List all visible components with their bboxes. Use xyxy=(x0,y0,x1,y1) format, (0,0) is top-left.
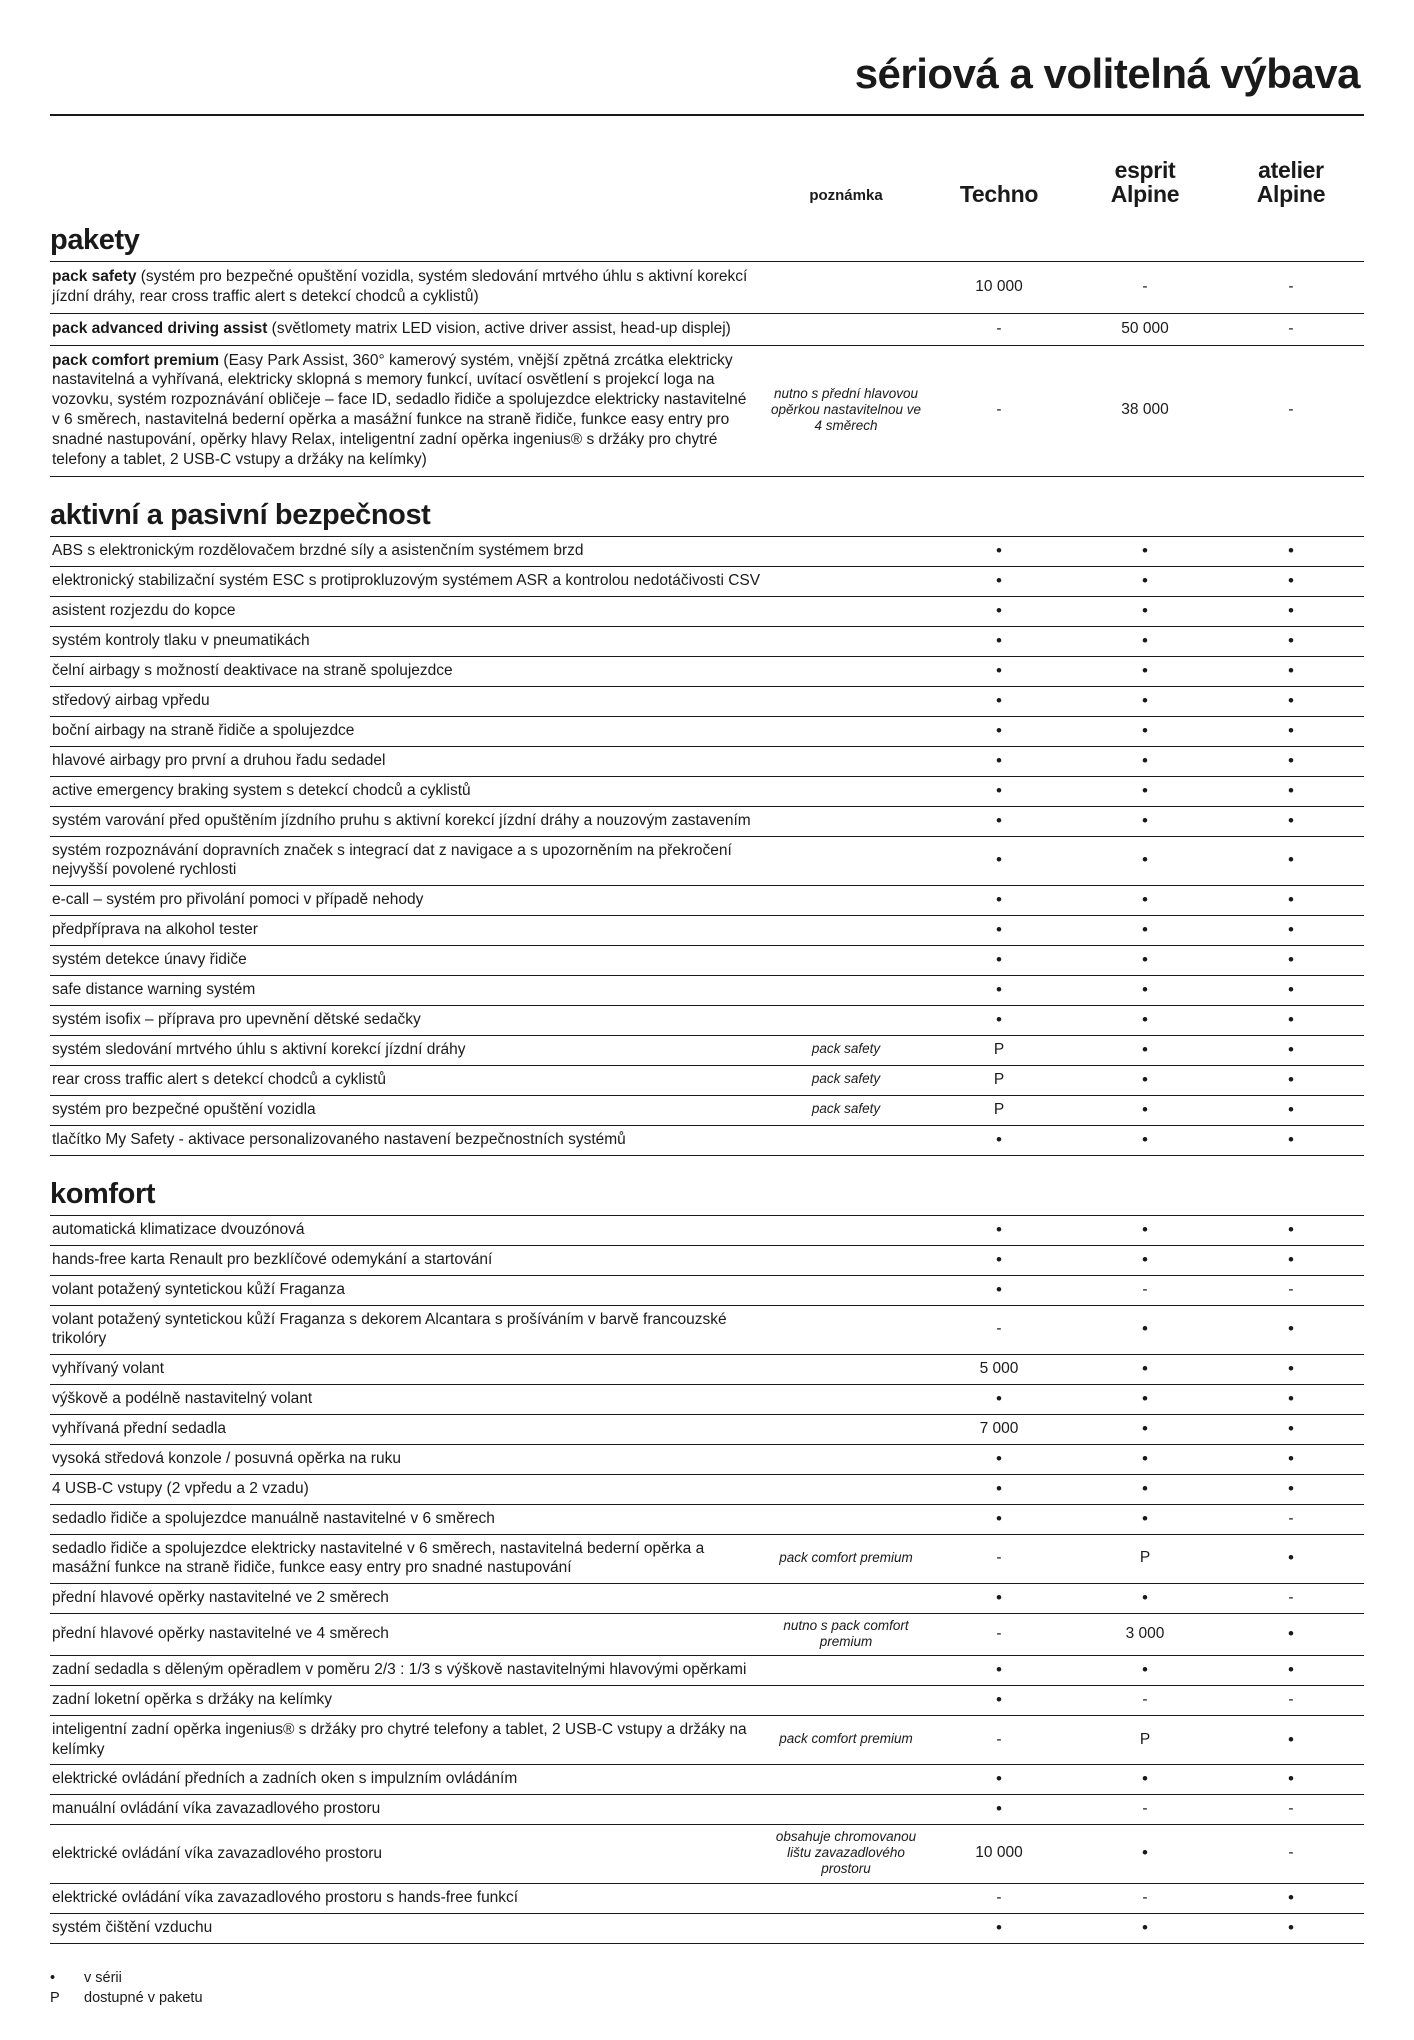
feature-label: systém čištění vzduchu xyxy=(50,1913,766,1943)
value-cell-atelier: • xyxy=(1218,626,1364,656)
table-row xyxy=(50,536,1364,566)
value-cell-techno: • xyxy=(926,836,1072,885)
value-cell-esprit: • xyxy=(1072,776,1218,806)
value-cell-techno: • xyxy=(926,1583,1072,1613)
value-cell-esprit: - xyxy=(1072,1275,1218,1305)
note-cell xyxy=(766,1005,926,1035)
table-row xyxy=(50,1384,1364,1414)
table-row xyxy=(50,1305,1364,1354)
table-row xyxy=(50,776,1364,806)
table-row xyxy=(50,686,1364,716)
value-cell-esprit: • xyxy=(1072,1583,1218,1613)
feature-label xyxy=(50,262,766,314)
section-title: pakety xyxy=(50,224,140,257)
title-divider xyxy=(50,114,1364,116)
feature-label: ABS s elektronickým rozdělovačem brzdné síly a asistenčním systémem brzd xyxy=(50,536,766,566)
column-header-techno xyxy=(926,180,1072,207)
value-cell-atelier: - xyxy=(1218,345,1364,476)
value-cell-techno: • xyxy=(926,1765,1072,1795)
value-cell-techno: • xyxy=(926,1795,1072,1825)
value-cell-esprit: • xyxy=(1072,1005,1218,1035)
feature-name-bold: pack safety xyxy=(52,268,137,286)
note-cell xyxy=(766,776,926,806)
section-title: aktivní a pasivní bezpečnost xyxy=(50,498,431,531)
feature-label: systém detekce únavy řidiče xyxy=(50,945,766,975)
value-cell-techno: • xyxy=(926,1913,1072,1943)
value-cell-atelier: - xyxy=(1218,1504,1364,1534)
value-cell-atelier: - xyxy=(1218,1686,1364,1716)
note-cell xyxy=(766,1795,926,1825)
table-row xyxy=(50,746,1364,776)
feature-label: vyhřívaný volant xyxy=(50,1354,766,1384)
value-cell-techno: • xyxy=(926,1275,1072,1305)
value-cell-atelier: • xyxy=(1218,945,1364,975)
note-cell xyxy=(766,885,926,915)
feature-name-bold: pack advanced driving assist xyxy=(52,319,268,337)
feature-label: elektrické ovládání víka zavazadlového prostoru s hands-free funkcí xyxy=(50,1883,766,1913)
feature-label: systém pro bezpečné opuštění vozidla xyxy=(50,1095,766,1125)
note-cell xyxy=(766,1384,926,1414)
value-cell-techno: • xyxy=(926,1444,1072,1474)
value-cell-esprit: - xyxy=(1072,1883,1218,1913)
value-cell-techno: - xyxy=(926,1613,1072,1655)
value-cell-atelier: - xyxy=(1218,1583,1364,1613)
table-row xyxy=(50,1504,1364,1534)
note-cell xyxy=(766,1583,926,1613)
value-cell-atelier: • xyxy=(1218,1883,1364,1913)
value-cell-techno: • xyxy=(926,1125,1072,1155)
note-cell: pack safety xyxy=(766,1035,926,1065)
table-row xyxy=(50,1215,1364,1245)
column-header-row xyxy=(50,150,1364,206)
note-cell: pack comfort premium xyxy=(766,1534,926,1583)
table-row xyxy=(50,1474,1364,1504)
value-cell-atelier: • xyxy=(1218,746,1364,776)
value-cell-atelier: • xyxy=(1218,1613,1364,1655)
feature-label: systém rozpoznávání dopravních značek s integrací dat z navigace a s upozorněním na překročení nejvyšší povolené rychlosti xyxy=(50,836,766,885)
table-row xyxy=(50,1414,1364,1444)
value-cell-atelier: • xyxy=(1218,885,1364,915)
column-header-esprit-line1: esprit xyxy=(1114,157,1176,184)
feature-label: automatická klimatizace dvouzónová xyxy=(50,1215,766,1245)
note-cell xyxy=(766,1656,926,1686)
value-cell-esprit: • xyxy=(1072,716,1218,746)
value-cell-esprit: • xyxy=(1072,1125,1218,1155)
legend-text: dostupné v paketu xyxy=(84,1989,203,2006)
table-row xyxy=(50,806,1364,836)
value-cell-esprit: • xyxy=(1072,1095,1218,1125)
value-cell-esprit: • xyxy=(1072,746,1218,776)
value-cell-esprit: • xyxy=(1072,1504,1218,1534)
value-cell-techno: • xyxy=(926,746,1072,776)
feature-label: systém kontroly tlaku v pneumatikách xyxy=(50,626,766,656)
table-row xyxy=(50,262,1364,314)
value-cell-esprit: • xyxy=(1072,1354,1218,1384)
value-cell-esprit: 50 000 xyxy=(1072,313,1218,345)
feature-label: sedadlo řidiče a spolujezdce manuálně nastavitelné v 6 směrech xyxy=(50,1504,766,1534)
value-cell-techno: • xyxy=(926,1215,1072,1245)
value-cell-atelier: - xyxy=(1218,262,1364,314)
value-cell-esprit: • xyxy=(1072,686,1218,716)
table-row xyxy=(50,1354,1364,1384)
table-row xyxy=(50,1913,1364,1943)
feature-label: boční airbagy na straně řidiče a spolujezdce xyxy=(50,716,766,746)
feature-name-bold: pack comfort premium xyxy=(52,351,220,369)
column-header-techno-label: Techno xyxy=(959,180,1039,207)
table-row xyxy=(50,1765,1364,1795)
table-row xyxy=(50,885,1364,915)
value-cell-atelier: • xyxy=(1218,1215,1364,1245)
spec-table xyxy=(50,1215,1364,1944)
note-cell xyxy=(766,1913,926,1943)
feature-label: systém sledování mrtvého úhlu s aktivní korekcí jízdní dráhy xyxy=(50,1035,766,1065)
value-cell-atelier: • xyxy=(1218,1384,1364,1414)
value-cell-techno: • xyxy=(926,536,1072,566)
table-row xyxy=(50,975,1364,1005)
feature-label: sedadlo řidiče a spolujezdce elektricky nastavitelné v 6 směrech, nastavitelná bederní opěrka a masážní funkce na straně řidiče, funkce easy entry pro snadné nastupování xyxy=(50,1534,766,1583)
note-cell xyxy=(766,1444,926,1474)
value-cell-esprit: • xyxy=(1072,1825,1218,1884)
feature-label: zadní loketní opěrka s držáky na kelímky xyxy=(50,1686,766,1716)
value-cell-techno: • xyxy=(926,566,1072,596)
legend-symbol: P xyxy=(50,1989,60,2006)
value-cell-esprit: - xyxy=(1072,1795,1218,1825)
value-cell-techno: - xyxy=(926,345,1072,476)
value-cell-atelier: • xyxy=(1218,1354,1364,1384)
note-cell xyxy=(766,716,926,746)
feature-label: elektrické ovládání předních a zadních oken s impulzním ovládáním xyxy=(50,1765,766,1795)
note-cell: pack safety xyxy=(766,1065,926,1095)
note-cell xyxy=(766,1245,926,1275)
value-cell-esprit: • xyxy=(1072,1765,1218,1795)
value-cell-atelier: • xyxy=(1218,1414,1364,1444)
value-cell-techno: • xyxy=(926,626,1072,656)
value-cell-techno: - xyxy=(926,1716,1072,1765)
note-cell: pack safety xyxy=(766,1095,926,1125)
feature-description: (Easy Park Assist, 360° kamerový systém, vnější zpětná zrcátka elektricky nastavitelná a vyhřívaná, elektricky sklopná s memory funkcí, uvítací osvětlení s projekcí loga na vozovku, systém rozpoznávání obličeje – face ID, sedadlo řidiče a spolujezdce elektricky nastavitelné v 6 směrech, nastavitelná bederní opěrka a masážní funkce na straně řidiče, funkce easy entry pro snadné nastupování, opěrky hlavy Relax, inteligentní zadní opěrka ingenius® s držáky pro chytré telefony a tablet, 2 USB-C vstupy a držáky na kelímky) xyxy=(52,351,747,468)
value-cell-techno: 10 000 xyxy=(926,1825,1072,1884)
table-row xyxy=(50,1534,1364,1583)
value-cell-atelier: • xyxy=(1218,1245,1364,1275)
feature-label: čelní airbagy s možností deaktivace na straně spolujezdce xyxy=(50,656,766,686)
table-row xyxy=(50,716,1364,746)
value-cell-techno: • xyxy=(926,1384,1072,1414)
note-cell xyxy=(766,945,926,975)
value-cell-esprit: • xyxy=(1072,1913,1218,1943)
note-cell xyxy=(766,536,926,566)
feature-label: asistent rozjezdu do kopce xyxy=(50,596,766,626)
value-cell-esprit: - xyxy=(1072,262,1218,314)
value-cell-techno: • xyxy=(926,656,1072,686)
value-cell-techno: • xyxy=(926,915,1072,945)
value-cell-esprit: • xyxy=(1072,536,1218,566)
column-header-esprit-alpine xyxy=(1072,159,1218,206)
value-cell-techno: • xyxy=(926,945,1072,975)
note-cell xyxy=(766,1686,926,1716)
value-cell-techno: - xyxy=(926,1883,1072,1913)
value-cell-esprit: - xyxy=(1072,1686,1218,1716)
note-cell xyxy=(766,1125,926,1155)
note-cell xyxy=(766,262,926,314)
table-row xyxy=(50,1795,1364,1825)
value-cell-atelier: - xyxy=(1218,1825,1364,1884)
value-cell-atelier: • xyxy=(1218,596,1364,626)
value-cell-esprit: • xyxy=(1072,1035,1218,1065)
table-row xyxy=(50,1065,1364,1095)
feature-label: inteligentní zadní opěrka ingenius® s držáky pro chytré telefony a tablet, 2 USB-C vstupy a držáky na kelímky xyxy=(50,1716,766,1765)
value-cell-esprit: P xyxy=(1072,1716,1218,1765)
feature-label: přední hlavové opěrky nastavitelné ve 4 směrech xyxy=(50,1613,766,1655)
table-row xyxy=(50,626,1364,656)
note-cell xyxy=(766,1414,926,1444)
value-cell-atelier: • xyxy=(1218,656,1364,686)
value-cell-atelier: • xyxy=(1218,536,1364,566)
note-cell: obsahuje chromovanou lištu zavazadlového prostoru xyxy=(766,1825,926,1884)
value-cell-esprit: • xyxy=(1072,945,1218,975)
table-row xyxy=(50,656,1364,686)
legend xyxy=(50,1970,1364,2006)
table-row xyxy=(50,1275,1364,1305)
value-cell-atelier: • xyxy=(1218,1125,1364,1155)
note-cell xyxy=(766,566,926,596)
feature-label: safe distance warning systém xyxy=(50,975,766,1005)
value-cell-techno: - xyxy=(926,1534,1072,1583)
table-row xyxy=(50,1656,1364,1686)
value-cell-atelier: - xyxy=(1218,1795,1364,1825)
value-cell-techno: • xyxy=(926,1656,1072,1686)
value-cell-esprit: 38 000 xyxy=(1072,345,1218,476)
value-cell-techno: • xyxy=(926,1474,1072,1504)
table-row xyxy=(50,945,1364,975)
table-row xyxy=(50,1245,1364,1275)
feature-label: manuální ovládání víka zavazadlového prostoru xyxy=(50,1795,766,1825)
column-header-atelier-alpine xyxy=(1218,159,1364,206)
feature-description: (systém pro bezpečné opuštění vozidla, systém sledování mrtvého úhlu s aktivní korekcí jízdní dráhy, rear cross traffic alert s detekcí chodců a cyklistů) xyxy=(52,268,748,305)
value-cell-esprit: • xyxy=(1072,806,1218,836)
column-header-note: poznámka xyxy=(809,187,883,205)
feature-label: zadní sedadla s děleným opěradlem v poměru 2/3 : 1/3 s výškově nastavitelnými hlavovými opěrkami xyxy=(50,1656,766,1686)
value-cell-techno: • xyxy=(926,596,1072,626)
feature-label: předpříprava na alkohol tester xyxy=(50,915,766,945)
value-cell-esprit: • xyxy=(1072,1444,1218,1474)
table-row xyxy=(50,566,1364,596)
value-cell-techno: • xyxy=(926,1245,1072,1275)
table-row xyxy=(50,1095,1364,1125)
value-cell-atelier: • xyxy=(1218,1305,1364,1354)
feature-label: vyhřívaná přední sedadla xyxy=(50,1414,766,1444)
column-header-atelier-line1: atelier xyxy=(1258,157,1324,184)
legend-symbol: • xyxy=(50,1969,56,1986)
note-cell xyxy=(766,975,926,1005)
feature-label: středový airbag vpředu xyxy=(50,686,766,716)
feature-label: 4 USB-C vstupy (2 vpředu a 2 vzadu) xyxy=(50,1474,766,1504)
legend-row xyxy=(50,1990,1364,2006)
value-cell-esprit: • xyxy=(1072,1384,1218,1414)
note-cell xyxy=(766,836,926,885)
value-cell-techno: 5 000 xyxy=(926,1354,1072,1384)
note-cell xyxy=(766,686,926,716)
value-cell-atelier: - xyxy=(1218,1275,1364,1305)
note-cell xyxy=(766,806,926,836)
feature-label: elektrické ovládání víka zavazadlového prostoru xyxy=(50,1825,766,1884)
value-cell-techno: • xyxy=(926,975,1072,1005)
table-row xyxy=(50,1825,1364,1884)
value-cell-atelier: • xyxy=(1218,776,1364,806)
feature-label: systém varování před opuštěním jízdního pruhu s aktivní korekcí jízdní dráhy a nouzovým zastavením xyxy=(50,806,766,836)
value-cell-atelier: • xyxy=(1218,1095,1364,1125)
table-row xyxy=(50,1883,1364,1913)
table-row xyxy=(50,915,1364,945)
note-cell xyxy=(766,746,926,776)
feature-label: přední hlavové opěrky nastavitelné ve 2 směrech xyxy=(50,1583,766,1613)
table-row xyxy=(50,836,1364,885)
value-cell-techno: • xyxy=(926,1686,1072,1716)
value-cell-atelier: • xyxy=(1218,686,1364,716)
note-cell xyxy=(766,1354,926,1384)
value-cell-atelier: • xyxy=(1218,1444,1364,1474)
feature-label: tlačítko My Safety - aktivace personalizovaného nastavení bezpečnostních systémů xyxy=(50,1125,766,1155)
feature-label: volant potažený syntetickou kůží Fraganza xyxy=(50,1275,766,1305)
column-header-esprit-line2: Alpine xyxy=(1110,180,1180,207)
table-row xyxy=(50,1583,1364,1613)
feature-label: elektronický stabilizační systém ESC s protiprokluzovým systémem ASR a kontrolou nedotáčivosti CSV xyxy=(50,566,766,596)
feature-label: systém isofix – příprava pro upevnění dětské sedačky xyxy=(50,1005,766,1035)
table-row xyxy=(50,1716,1364,1765)
value-cell-esprit: • xyxy=(1072,626,1218,656)
value-cell-atelier: • xyxy=(1218,1913,1364,1943)
value-cell-esprit: • xyxy=(1072,915,1218,945)
feature-label: e-call – systém pro přivolání pomoci v případě nehody xyxy=(50,885,766,915)
value-cell-techno: - xyxy=(926,313,1072,345)
spec-table xyxy=(50,261,1364,476)
value-cell-atelier: • xyxy=(1218,1765,1364,1795)
value-cell-atelier: • xyxy=(1218,716,1364,746)
value-cell-atelier: • xyxy=(1218,1065,1364,1095)
value-cell-esprit: • xyxy=(1072,566,1218,596)
value-cell-techno: P xyxy=(926,1065,1072,1095)
value-cell-esprit: • xyxy=(1072,596,1218,626)
feature-label xyxy=(50,313,766,345)
value-cell-techno: P xyxy=(926,1035,1072,1065)
value-cell-atelier: • xyxy=(1218,836,1364,885)
page-title: sériová a volitelná výbava xyxy=(854,50,1360,97)
section-title: komfort xyxy=(50,1177,156,1210)
column-header-atelier-line2: Alpine xyxy=(1256,180,1326,207)
sections-container xyxy=(50,224,1364,1944)
note-cell xyxy=(766,1765,926,1795)
value-cell-esprit: • xyxy=(1072,1065,1218,1095)
note-cell xyxy=(766,1305,926,1354)
value-cell-techno: 10 000 xyxy=(926,262,1072,314)
value-cell-atelier: • xyxy=(1218,1534,1364,1583)
feature-label: active emergency braking system s detekcí chodců a cyklistů xyxy=(50,776,766,806)
note-cell: pack comfort premium xyxy=(766,1716,926,1765)
value-cell-techno: • xyxy=(926,686,1072,716)
note-cell xyxy=(766,626,926,656)
value-cell-atelier: • xyxy=(1218,1005,1364,1035)
value-cell-esprit: 3 000 xyxy=(1072,1613,1218,1655)
value-cell-esprit: • xyxy=(1072,1414,1218,1444)
note-cell xyxy=(766,1883,926,1913)
value-cell-esprit: • xyxy=(1072,656,1218,686)
value-cell-techno: - xyxy=(926,1305,1072,1354)
table-row xyxy=(50,345,1364,476)
value-cell-esprit: • xyxy=(1072,975,1218,1005)
feature-label: výškově a podélně nastavitelný volant xyxy=(50,1384,766,1414)
value-cell-techno: 7 000 xyxy=(926,1414,1072,1444)
value-cell-esprit: • xyxy=(1072,1245,1218,1275)
note-cell xyxy=(766,1275,926,1305)
table-row xyxy=(50,1613,1364,1655)
value-cell-esprit: • xyxy=(1072,885,1218,915)
feature-label xyxy=(50,345,766,476)
note-cell xyxy=(766,1215,926,1245)
note-cell xyxy=(766,656,926,686)
value-cell-atelier: • xyxy=(1218,806,1364,836)
value-cell-esprit: • xyxy=(1072,836,1218,885)
note-cell: nutno s přední hlavovou opěrkou nastavitelnou ve 4 směrech xyxy=(766,345,926,476)
value-cell-esprit: • xyxy=(1072,1474,1218,1504)
legend-row xyxy=(50,1970,1364,1986)
value-cell-techno: • xyxy=(926,885,1072,915)
note-cell xyxy=(766,596,926,626)
feature-label: hands-free karta Renault pro bezklíčové odemykání a startování xyxy=(50,1245,766,1275)
note-cell: nutno s pack comfort premium xyxy=(766,1613,926,1655)
feature-label: vysoká středová konzole / posuvná opěrka na ruku xyxy=(50,1444,766,1474)
feature-label: hlavové airbagy pro první a druhou řadu sedadel xyxy=(50,746,766,776)
value-cell-techno: P xyxy=(926,1095,1072,1125)
feature-description: (světlomety matrix LED vision, active driver assist, head-up displej) xyxy=(267,319,731,337)
value-cell-esprit: • xyxy=(1072,1656,1218,1686)
legend-text: v sérii xyxy=(84,1969,122,1986)
note-cell xyxy=(766,1474,926,1504)
note-cell xyxy=(766,915,926,945)
value-cell-atelier: • xyxy=(1218,566,1364,596)
feature-label: rear cross traffic alert s detekcí chodců a cyklistů xyxy=(50,1065,766,1095)
value-cell-atelier: • xyxy=(1218,975,1364,1005)
table-row xyxy=(50,1005,1364,1035)
value-cell-esprit: • xyxy=(1072,1215,1218,1245)
value-cell-techno: • xyxy=(926,1504,1072,1534)
value-cell-techno: • xyxy=(926,716,1072,746)
table-row xyxy=(50,596,1364,626)
value-cell-atelier: • xyxy=(1218,1716,1364,1765)
value-cell-esprit: • xyxy=(1072,1305,1218,1354)
value-cell-atelier: • xyxy=(1218,1035,1364,1065)
value-cell-techno: • xyxy=(926,776,1072,806)
value-cell-atelier: - xyxy=(1218,313,1364,345)
value-cell-techno: • xyxy=(926,1005,1072,1035)
table-row xyxy=(50,1035,1364,1065)
feature-label: volant potažený syntetickou kůží Fraganza s dekorem Alcantara s prošíváním v barvě francouzské trikolóry xyxy=(50,1305,766,1354)
spec-table xyxy=(50,536,1364,1156)
value-cell-atelier: • xyxy=(1218,1474,1364,1504)
table-row xyxy=(50,1444,1364,1474)
table-row xyxy=(50,1686,1364,1716)
note-cell xyxy=(766,313,926,345)
table-row xyxy=(50,313,1364,345)
note-cell xyxy=(766,1504,926,1534)
value-cell-atelier: • xyxy=(1218,1656,1364,1686)
table-row xyxy=(50,1125,1364,1155)
value-cell-techno: • xyxy=(926,806,1072,836)
value-cell-atelier: • xyxy=(1218,915,1364,945)
value-cell-esprit: P xyxy=(1072,1534,1218,1583)
